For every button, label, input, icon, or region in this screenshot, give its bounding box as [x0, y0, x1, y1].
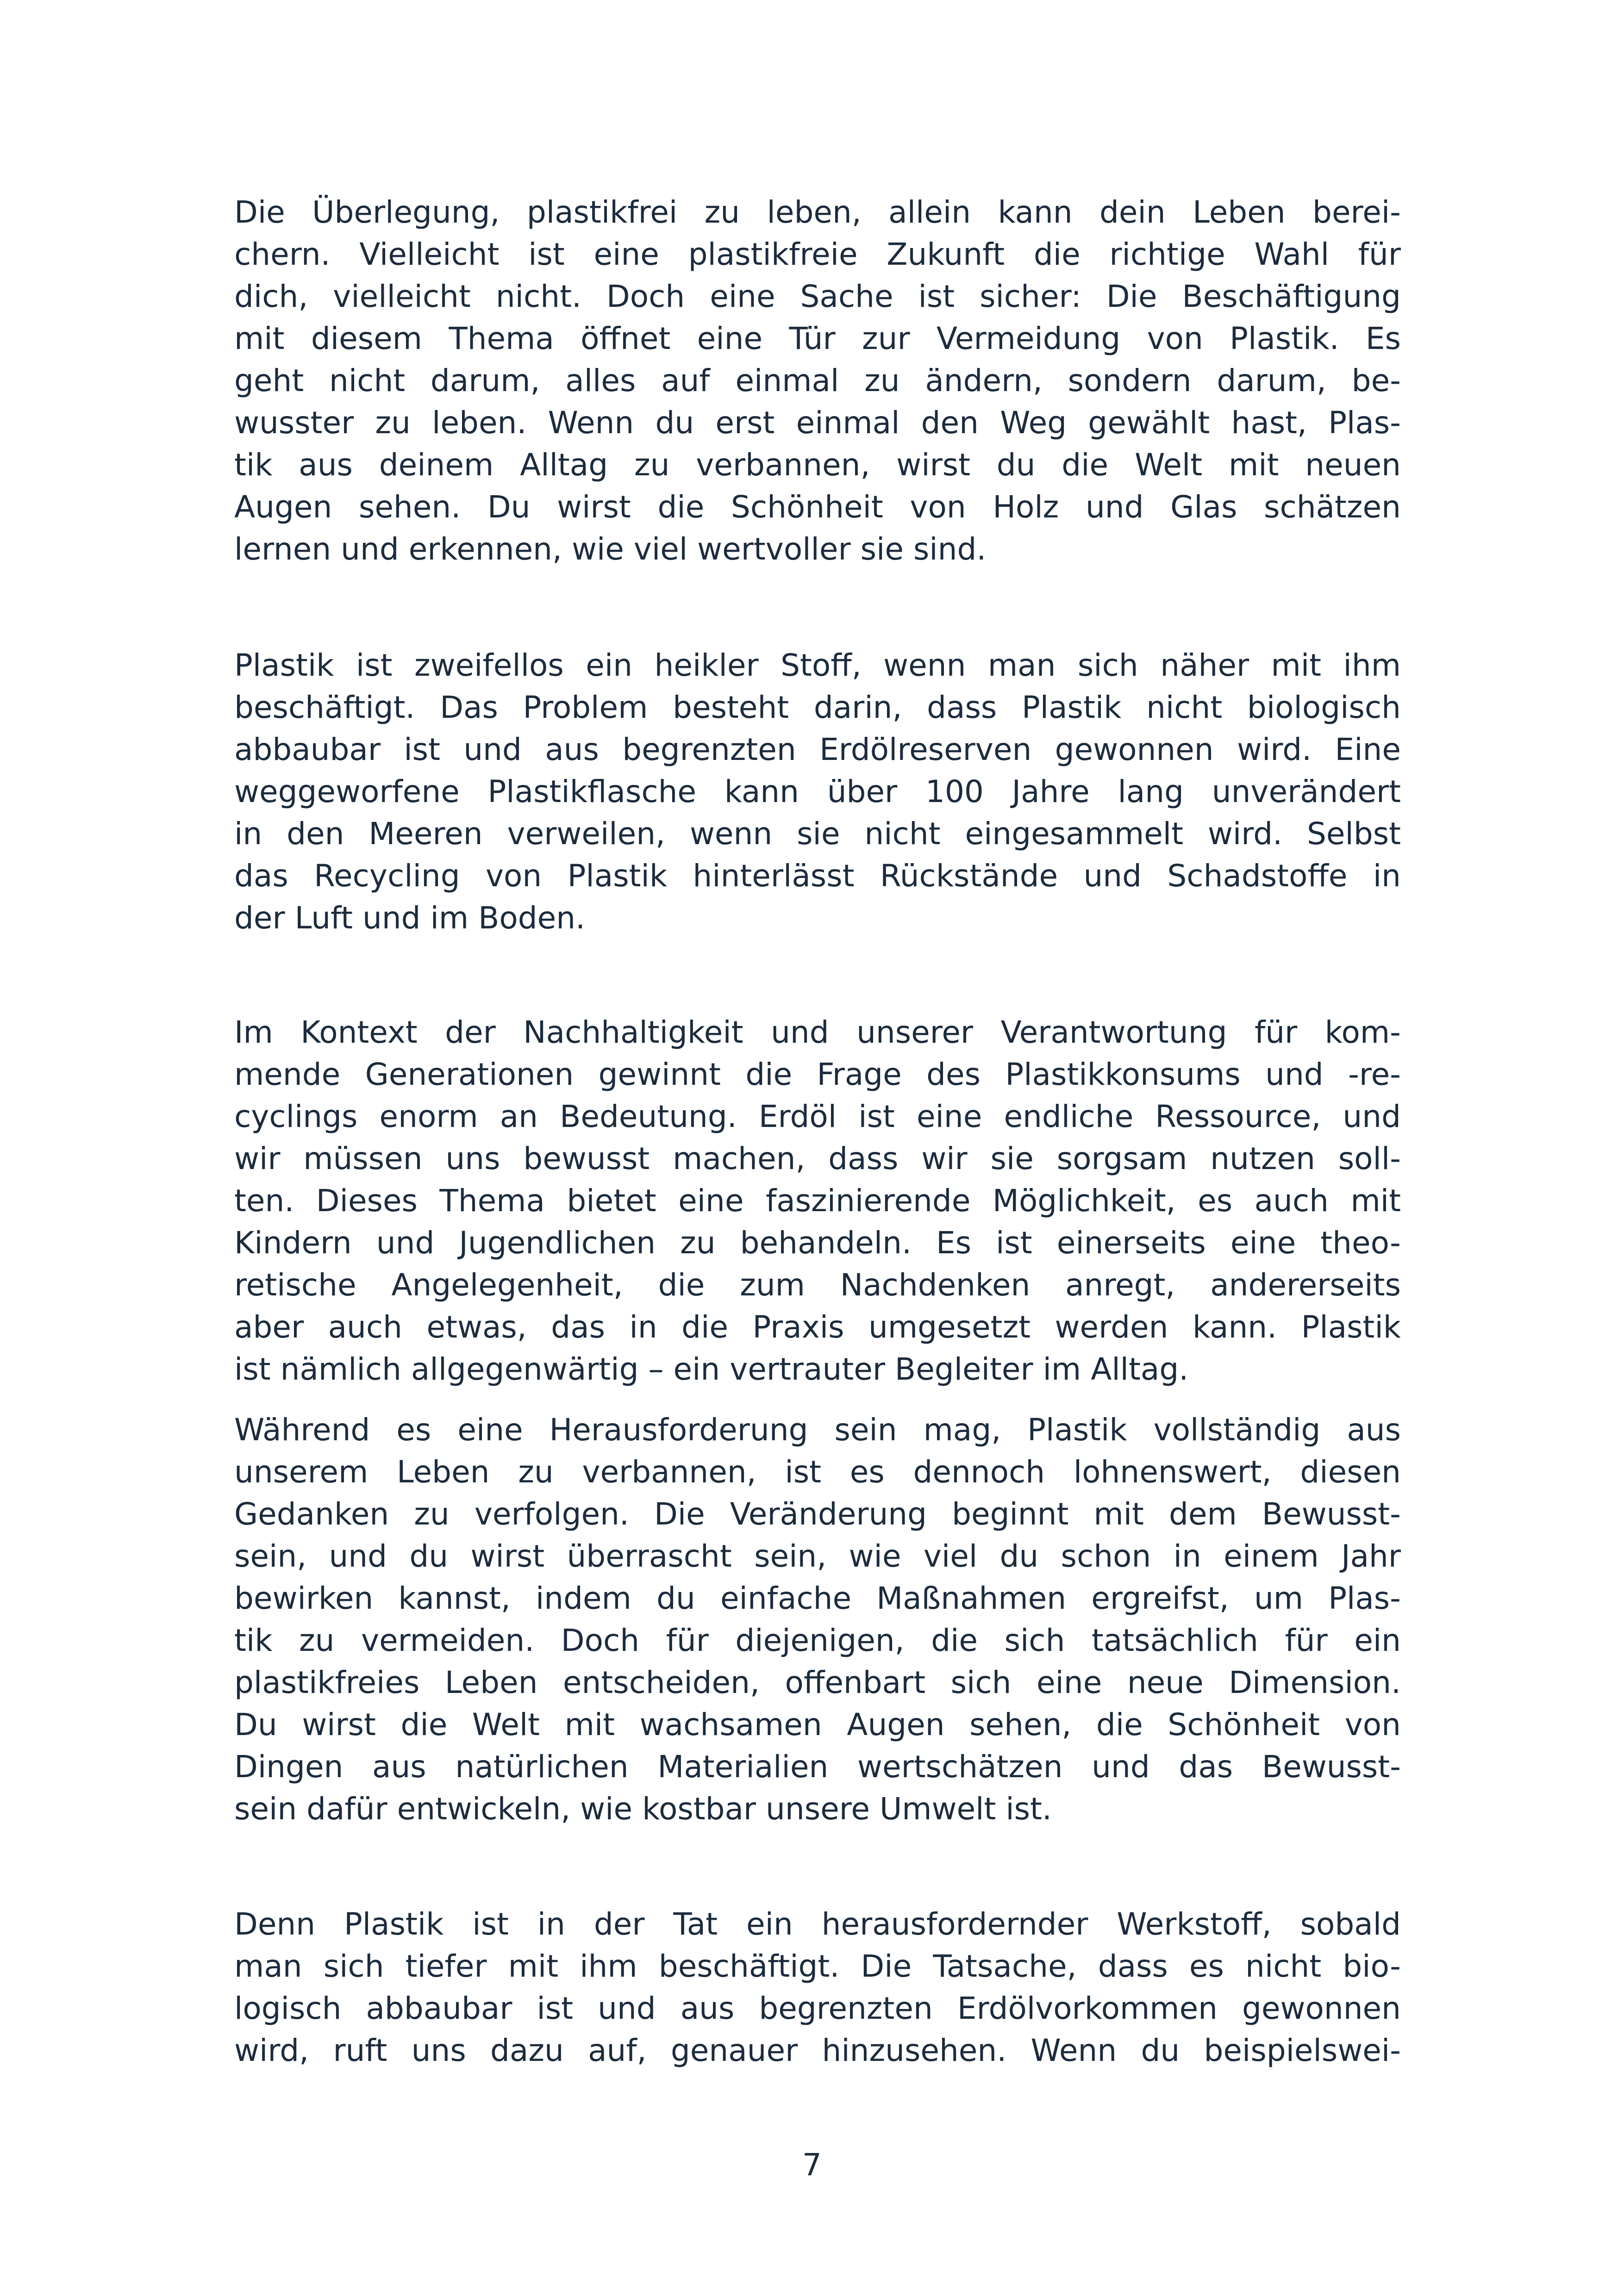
paragraph-line: Du wirst die Welt mit wachsamen Augen sehen, die Schönheit von [234, 1707, 1401, 1742]
paragraph-line: retische Angelegenheit, die zum Nachdenken anregt, andererseits [234, 1267, 1401, 1303]
paragraph-line: abbaubar ist und aus begrenzten Erdölreserven gewonnen wird. Eine [234, 732, 1401, 767]
paragraph-line: sein dafür entwickeln, wie kostbar unsere Umwelt ist. [234, 1791, 1052, 1827]
paragraph-line: mende Generationen gewinnt die Frage des Plastikkonsums und -re- [234, 1057, 1401, 1092]
paragraph-line: dich, vielleicht nicht. Doch eine Sache ist sicher: Die Beschäftigung [234, 279, 1401, 314]
paragraph-line: sein, und du wirst überrascht sein, wie viel du schon in einem Jahr [234, 1538, 1401, 1574]
paragraph-line: wir müssen uns bewusst machen, dass wir sie sorgsam nutzen soll- [234, 1141, 1401, 1176]
paragraph-line: Plastik ist zweifellos ein heikler Stoff, wenn man sich näher mit ihm [234, 647, 1401, 683]
paragraph-line: chern. Vielleicht ist eine plastikfreie Zukunft die richtige Wahl für [234, 236, 1401, 272]
paragraph-line: der Luft und im Boden. [234, 900, 586, 936]
paragraph-line: Dingen aus natürlichen Materialien wertschätzen und das Bewusst- [234, 1749, 1401, 1785]
paragraph-line: aber auch etwas, das in die Praxis umgesetzt werden kann. Plastik [234, 1309, 1401, 1345]
paragraph-line: Im Kontext der Nachhaltigkeit und unserer Verantwortung für kom- [234, 1014, 1401, 1050]
paragraph-5 [234, 1903, 1401, 2072]
paragraph-line: das Recycling von Plastik hinterlässt Rückstände und Schadstoffe in [234, 858, 1401, 894]
paragraph-line: tik zu vermeiden. Doch für diejenigen, die sich tatsächlich für ein [234, 1623, 1401, 1658]
paragraph-line: unserem Leben zu verbannen, ist es dennoch lohnenswert, diesen [234, 1454, 1401, 1490]
paragraph-line: geht nicht darum, alles auf einmal zu ändern, sondern darum, be- [234, 363, 1401, 398]
paragraph-line: cyclings enorm an Bedeutung. Erdöl ist eine endliche Ressource, und [234, 1099, 1401, 1134]
paragraph-2 [234, 644, 1401, 939]
paragraph-line: man sich tiefer mit ihm beschäftigt. Die Tatsache, dass es nicht bio- [234, 1948, 1401, 1984]
paragraph-line: wusster zu leben. Wenn du erst einmal den Weg gewählt hast, Plas- [234, 405, 1401, 441]
paragraph-line: weggeworfene Plastikflasche kann über 100 Jahre lang unverändert [234, 774, 1401, 809]
paragraph-line: Während es eine Herausforderung sein mag, Plastik vollständig aus [234, 1412, 1401, 1448]
paragraph-line: ten. Dieses Thema bietet eine faszinierende Möglichkeit, es auch mit [234, 1183, 1401, 1219]
paragraph-line: beschäftigt. Das Problem besteht darin, dass Plastik nicht biologisch [234, 690, 1401, 725]
paragraph-line: mit diesem Thema öffnet eine Tür zur Vermeidung von Plastik. Es [234, 321, 1401, 356]
paragraph-4 [234, 1409, 1401, 1830]
paragraph-line: ist nämlich allgegenwärtig – ein vertrauter Begleiter im Alltag. [234, 1351, 1189, 1387]
page-number: 7 [802, 2147, 822, 2183]
paragraph-line: Augen sehen. Du wirst die Schönheit von Holz und Glas schätzen [234, 489, 1401, 525]
paragraph-1 [234, 191, 1401, 570]
paragraph-3 [234, 1011, 1401, 1390]
paragraph-line: bewirken kannst, indem du einfache Maßnahmen ergreifst, um Plas- [234, 1580, 1401, 1616]
paragraph-line: logisch abbaubar ist und aus begrenzten Erdölvorkommen gewonnen [234, 1991, 1401, 2026]
paragraph-line: plastikfreies Leben entscheiden, offenbart sich eine neue Dimension. [234, 1665, 1401, 1700]
paragraph-line: Kindern und Jugendlichen zu behandeln. Es ist einerseits eine theo- [234, 1225, 1401, 1261]
paragraph-line: Gedanken zu verfolgen. Die Veränderung beginnt mit dem Bewusst- [234, 1496, 1401, 1532]
paragraph-line: tik aus deinem Alltag zu verbannen, wirst du die Welt mit neuen [234, 447, 1401, 483]
paragraph-line: in den Meeren verweilen, wenn sie nicht eingesammelt wird. Selbst [234, 816, 1401, 852]
paragraph-line: lernen und erkennen, wie viel wertvoller sie sind. [234, 531, 987, 567]
paragraph-line: Die Überlegung, plastikfrei zu leben, allein kann dein Leben berei- [234, 194, 1401, 230]
paragraph-line: wird, ruft uns dazu auf, genauer hinzusehen. Wenn du beispielswei- [234, 2033, 1401, 2068]
paragraph-line: Denn Plastik ist in der Tat ein herausfordernder Werkstoff, sobald [234, 1906, 1401, 1942]
